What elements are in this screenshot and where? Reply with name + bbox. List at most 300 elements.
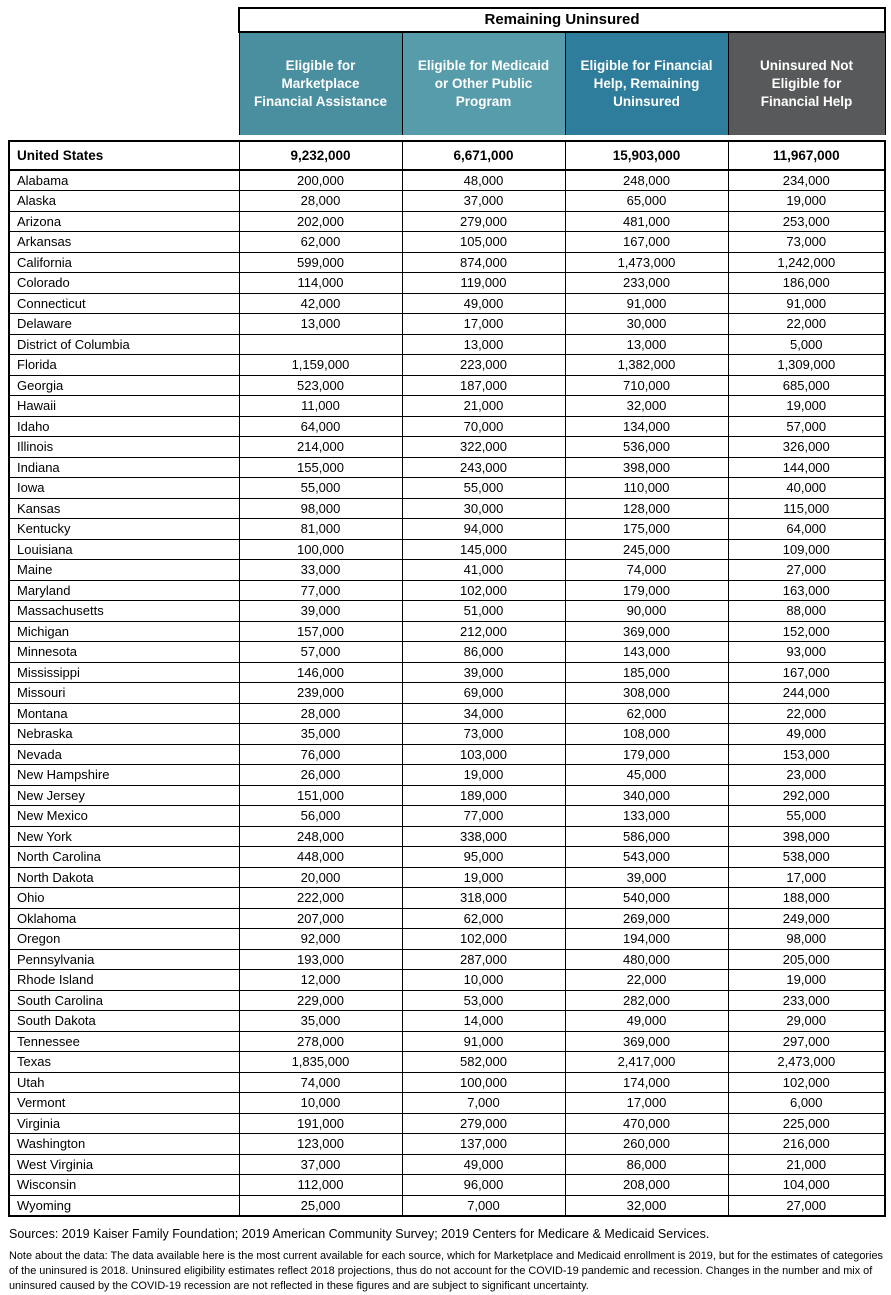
table-row-montana-label: Montana <box>9 703 239 724</box>
table-row-massachusetts <box>9 601 885 622</box>
table-row-maine-label: Maine <box>9 560 239 581</box>
table-row-oregon-value-1: 92,000 <box>239 929 402 950</box>
table-row-california-label: California <box>9 252 239 273</box>
table-row-arkansas-value-1: 62,000 <box>239 232 402 253</box>
table-row-michigan <box>9 621 885 642</box>
table-row-maryland-value-4: 163,000 <box>728 580 885 601</box>
table-row-michigan-value-4: 152,000 <box>728 621 885 642</box>
table-row-massachusetts-value-3: 90,000 <box>565 601 728 622</box>
table-row-new-hampshire-value-1: 26,000 <box>239 765 402 786</box>
table-row-tennessee-value-3: 369,000 <box>565 1031 728 1052</box>
table-row-new-mexico <box>9 806 885 827</box>
table-row-michigan-value-1: 157,000 <box>239 621 402 642</box>
table-row-north-carolina-value-1: 448,000 <box>239 847 402 868</box>
table-row-maryland-value-2: 102,000 <box>402 580 565 601</box>
table-row-california-value-3: 1,473,000 <box>565 252 728 273</box>
table-row-massachusetts-label: Massachusetts <box>9 601 239 622</box>
table-row-idaho-value-2: 70,000 <box>402 416 565 437</box>
table-row-oregon-value-2: 102,000 <box>402 929 565 950</box>
table-row-wyoming <box>9 1195 885 1216</box>
table-row-arizona-value-3: 481,000 <box>565 211 728 232</box>
table-row-missouri-value-4: 244,000 <box>728 683 885 704</box>
table-row-south-dakota <box>9 1011 885 1032</box>
table-row-new-hampshire-value-2: 19,000 <box>402 765 565 786</box>
table-row-vermont-value-3: 17,000 <box>565 1093 728 1114</box>
table-row-arizona <box>9 211 885 232</box>
table-row-utah-value-3: 174,000 <box>565 1072 728 1093</box>
table-row-georgia-label: Georgia <box>9 375 239 396</box>
table-row-missouri-label: Missouri <box>9 683 239 704</box>
table-row-wisconsin <box>9 1175 885 1196</box>
table-row-colorado-value-4: 186,000 <box>728 273 885 294</box>
table-row-texas-label: Texas <box>9 1052 239 1073</box>
table-row-oklahoma-value-4: 249,000 <box>728 908 885 929</box>
column-header-2: Eligible for Medicaid or Other Public Program <box>402 32 565 135</box>
table-row-minnesota <box>9 642 885 663</box>
table-row-missouri-value-2: 69,000 <box>402 683 565 704</box>
table-row-alaska <box>9 191 885 212</box>
table-row-kansas-label: Kansas <box>9 498 239 519</box>
totals-row-value-1: 9,232,000 <box>239 141 402 170</box>
sources-line: Sources: 2019 Kaiser Family Foundation; 2019 American Community Survey; 2019 Centers for Medicare & Medicaid Services. <box>9 1226 710 1241</box>
table-row-district-of-columbia-value-3: 13,000 <box>565 334 728 355</box>
table-row-wisconsin-value-4: 104,000 <box>728 1175 885 1196</box>
table-row-georgia-value-3: 710,000 <box>565 375 728 396</box>
span-header-row <box>9 8 885 32</box>
table-row-new-mexico-label: New Mexico <box>9 806 239 827</box>
table-row-minnesota-value-3: 143,000 <box>565 642 728 663</box>
table-row-west-virginia-value-4: 21,000 <box>728 1154 885 1175</box>
table-row-maine-value-4: 27,000 <box>728 560 885 581</box>
table-row-idaho-value-3: 134,000 <box>565 416 728 437</box>
table-row-pennsylvania-label: Pennsylvania <box>9 949 239 970</box>
table-row-washington-value-3: 260,000 <box>565 1134 728 1155</box>
table-row-michigan-label: Michigan <box>9 621 239 642</box>
table-row-new-hampshire-label: New Hampshire <box>9 765 239 786</box>
table-row-washington-value-2: 137,000 <box>402 1134 565 1155</box>
totals-row <box>9 141 885 170</box>
table-row-mississippi-value-4: 167,000 <box>728 662 885 683</box>
table-row-north-dakota-value-3: 39,000 <box>565 867 728 888</box>
table-row-connecticut-value-1: 42,000 <box>239 293 402 314</box>
table-row-hawaii-label: Hawaii <box>9 396 239 417</box>
table-row-new-hampshire-value-3: 45,000 <box>565 765 728 786</box>
table-row-california <box>9 252 885 273</box>
table-row-iowa-value-2: 55,000 <box>402 478 565 499</box>
table-row-minnesota-value-4: 93,000 <box>728 642 885 663</box>
table-row-michigan-value-2: 212,000 <box>402 621 565 642</box>
table-row-south-dakota-value-2: 14,000 <box>402 1011 565 1032</box>
table-row-texas-value-4: 2,473,000 <box>728 1052 885 1073</box>
table-row-louisiana-label: Louisiana <box>9 539 239 560</box>
table-row-west-virginia-label: West Virginia <box>9 1154 239 1175</box>
table-row-missouri-value-1: 239,000 <box>239 683 402 704</box>
table-row-wisconsin-value-1: 112,000 <box>239 1175 402 1196</box>
table-row-north-carolina-value-4: 538,000 <box>728 847 885 868</box>
table-row-illinois-value-1: 214,000 <box>239 437 402 458</box>
table-row-connecticut-value-4: 91,000 <box>728 293 885 314</box>
table-row-district-of-columbia <box>9 334 885 355</box>
table-row-alaska-value-3: 65,000 <box>565 191 728 212</box>
table-row-louisiana-value-3: 245,000 <box>565 539 728 560</box>
table-row-alabama-value-1: 200,000 <box>239 170 402 191</box>
table-row-new-hampshire <box>9 765 885 786</box>
table-row-arkansas-label: Arkansas <box>9 232 239 253</box>
table-row-alabama-label: Alabama <box>9 170 239 191</box>
table-row-nevada-value-2: 103,000 <box>402 744 565 765</box>
table-row-pennsylvania-value-3: 480,000 <box>565 949 728 970</box>
table-title: Remaining Uninsured <box>239 8 885 32</box>
table-row-pennsylvania <box>9 949 885 970</box>
table-row-illinois-label: Illinois <box>9 437 239 458</box>
table-row-hawaii <box>9 396 885 417</box>
table-row-delaware-value-4: 22,000 <box>728 314 885 335</box>
table-row-illinois-value-4: 326,000 <box>728 437 885 458</box>
table-row-alabama <box>9 170 885 191</box>
table-row-louisiana-value-1: 100,000 <box>239 539 402 560</box>
table-row-kentucky-value-2: 94,000 <box>402 519 565 540</box>
table-row-oklahoma-value-2: 62,000 <box>402 908 565 929</box>
table-row-idaho-value-1: 64,000 <box>239 416 402 437</box>
table-row-utah <box>9 1072 885 1093</box>
table-row-minnesota-value-1: 57,000 <box>239 642 402 663</box>
table-row-vermont-value-1: 10,000 <box>239 1093 402 1114</box>
table-row-montana <box>9 703 885 724</box>
table-row-indiana-value-4: 144,000 <box>728 457 885 478</box>
table-row-ohio-label: Ohio <box>9 888 239 909</box>
data-note: Note about the data: The data available here is the most current available for each source, which for Marketplace and Medicaid enrollment is 2019, but for the estimates of categories of the uninsured is 2018. Uninsured eligibility estimates reflect 2018 projections, thus do not account for the COVID-19 pandemic and recession. Changes in the number and mix of uninsured caused by the COVID-19 recession are not reflected in these figures and are subject to significant uncertainty. <box>9 1249 883 1293</box>
table-row-wyoming-value-2: 7,000 <box>402 1195 565 1216</box>
table-row-alabama-value-4: 234,000 <box>728 170 885 191</box>
table-row-colorado <box>9 273 885 294</box>
table-row-pennsylvania-value-2: 287,000 <box>402 949 565 970</box>
table-row-ohio-value-4: 188,000 <box>728 888 885 909</box>
table-row-georgia-value-4: 685,000 <box>728 375 885 396</box>
table-row-massachusetts-value-1: 39,000 <box>239 601 402 622</box>
table-row-montana-value-1: 28,000 <box>239 703 402 724</box>
totals-row-value-3: 15,903,000 <box>565 141 728 170</box>
table-row-alaska-value-1: 28,000 <box>239 191 402 212</box>
table-row-south-dakota-value-3: 49,000 <box>565 1011 728 1032</box>
table-row-ohio-value-2: 318,000 <box>402 888 565 909</box>
table-row-rhode-island <box>9 970 885 991</box>
table-row-washington-value-1: 123,000 <box>239 1134 402 1155</box>
table-row-north-carolina-value-3: 543,000 <box>565 847 728 868</box>
table-row-delaware <box>9 314 885 335</box>
table-row-kentucky <box>9 519 885 540</box>
table-row-kansas-value-1: 98,000 <box>239 498 402 519</box>
table-row-texas-value-3: 2,417,000 <box>565 1052 728 1073</box>
table-row-wisconsin-value-2: 96,000 <box>402 1175 565 1196</box>
table-row-new-mexico-value-2: 77,000 <box>402 806 565 827</box>
table-row-new-jersey-value-1: 151,000 <box>239 785 402 806</box>
table-row-florida-value-4: 1,309,000 <box>728 355 885 376</box>
table-row-west-virginia-value-2: 49,000 <box>402 1154 565 1175</box>
table-row-wyoming-label: Wyoming <box>9 1195 239 1216</box>
table-row-colorado-value-1: 114,000 <box>239 273 402 294</box>
table-row-south-dakota-value-4: 29,000 <box>728 1011 885 1032</box>
table-row-illinois <box>9 437 885 458</box>
table-row-nevada-value-1: 76,000 <box>239 744 402 765</box>
table-row-new-mexico-value-1: 56,000 <box>239 806 402 827</box>
table-row-district-of-columbia-value-1 <box>239 334 402 355</box>
table-row-hawaii-value-4: 19,000 <box>728 396 885 417</box>
table-row-wyoming-value-3: 32,000 <box>565 1195 728 1216</box>
table-row-louisiana <box>9 539 885 560</box>
table-row-florida <box>9 355 885 376</box>
table-row-oregon <box>9 929 885 950</box>
table-row-oregon-value-3: 194,000 <box>565 929 728 950</box>
table-row-north-dakota-value-1: 20,000 <box>239 867 402 888</box>
table-row-oklahoma-value-1: 207,000 <box>239 908 402 929</box>
table-row-iowa-value-4: 40,000 <box>728 478 885 499</box>
table-row-tennessee-value-1: 278,000 <box>239 1031 402 1052</box>
table-row-mississippi-value-1: 146,000 <box>239 662 402 683</box>
table-row-new-mexico-value-4: 55,000 <box>728 806 885 827</box>
column-header-1: Eligible for Marketplace Financial Assistance <box>239 32 402 135</box>
table-row-south-dakota-value-1: 35,000 <box>239 1011 402 1032</box>
table-row-maine <box>9 560 885 581</box>
table-row-west-virginia-value-1: 37,000 <box>239 1154 402 1175</box>
table-row-washington-value-4: 216,000 <box>728 1134 885 1155</box>
table-row-florida-value-1: 1,159,000 <box>239 355 402 376</box>
table-row-texas <box>9 1052 885 1073</box>
table-row-indiana-label: Indiana <box>9 457 239 478</box>
table-row-massachusetts-value-4: 88,000 <box>728 601 885 622</box>
table-row-south-carolina-label: South Carolina <box>9 990 239 1011</box>
table-row-oklahoma-label: Oklahoma <box>9 908 239 929</box>
table-row-new-york-value-4: 398,000 <box>728 826 885 847</box>
table-row-ohio-value-3: 540,000 <box>565 888 728 909</box>
table-row-montana-value-4: 22,000 <box>728 703 885 724</box>
table-row-indiana-value-3: 398,000 <box>565 457 728 478</box>
table-row-indiana-value-1: 155,000 <box>239 457 402 478</box>
table-row-alabama-value-2: 48,000 <box>402 170 565 191</box>
table-row-pennsylvania-value-1: 193,000 <box>239 949 402 970</box>
table-row-oregon-label: Oregon <box>9 929 239 950</box>
table-row-south-carolina <box>9 990 885 1011</box>
table-row-kansas-value-3: 128,000 <box>565 498 728 519</box>
table-row-iowa-label: Iowa <box>9 478 239 499</box>
table-row-south-dakota-label: South Dakota <box>9 1011 239 1032</box>
table-row-iowa-value-3: 110,000 <box>565 478 728 499</box>
column-header-3: Eligible for Financial Help, Remaining Uninsured <box>565 32 728 135</box>
table-row-nevada-value-4: 153,000 <box>728 744 885 765</box>
table-row-delaware-value-3: 30,000 <box>565 314 728 335</box>
table-row-maine-value-3: 74,000 <box>565 560 728 581</box>
table-row-maryland-value-1: 77,000 <box>239 580 402 601</box>
table-row-utah-label: Utah <box>9 1072 239 1093</box>
blank-header-cell <box>9 32 239 135</box>
table-row-idaho <box>9 416 885 437</box>
table-row-nebraska-value-1: 35,000 <box>239 724 402 745</box>
table-row-kentucky-value-4: 64,000 <box>728 519 885 540</box>
table-row-mississippi-value-3: 185,000 <box>565 662 728 683</box>
table-row-north-dakota-value-2: 19,000 <box>402 867 565 888</box>
table-row-mississippi-value-2: 39,000 <box>402 662 565 683</box>
table-row-vermont-value-4: 6,000 <box>728 1093 885 1114</box>
table-row-louisiana-value-4: 109,000 <box>728 539 885 560</box>
table-row-missouri <box>9 683 885 704</box>
table-row-florida-value-2: 223,000 <box>402 355 565 376</box>
table-row-north-dakota-value-4: 17,000 <box>728 867 885 888</box>
table-row-new-jersey-value-3: 340,000 <box>565 785 728 806</box>
table-row-indiana <box>9 457 885 478</box>
table-row-ohio-value-1: 222,000 <box>239 888 402 909</box>
table-row-arizona-value-2: 279,000 <box>402 211 565 232</box>
table-row-utah-value-1: 74,000 <box>239 1072 402 1093</box>
table-row-new-jersey <box>9 785 885 806</box>
table-row-hawaii-value-2: 21,000 <box>402 396 565 417</box>
table-row-south-carolina-value-1: 229,000 <box>239 990 402 1011</box>
table-row-north-carolina-value-2: 95,000 <box>402 847 565 868</box>
table-row-tennessee-value-2: 91,000 <box>402 1031 565 1052</box>
table-row-florida-label: Florida <box>9 355 239 376</box>
table-row-alaska-label: Alaska <box>9 191 239 212</box>
table-row-hawaii-value-3: 32,000 <box>565 396 728 417</box>
table-row-georgia-value-1: 523,000 <box>239 375 402 396</box>
table-row-arizona-label: Arizona <box>9 211 239 232</box>
table-row-virginia <box>9 1113 885 1134</box>
totals-row-value-2: 6,671,000 <box>402 141 565 170</box>
table-row-alaska-value-2: 37,000 <box>402 191 565 212</box>
table-row-virginia-value-2: 279,000 <box>402 1113 565 1134</box>
table-row-utah-value-4: 102,000 <box>728 1072 885 1093</box>
table-row-tennessee <box>9 1031 885 1052</box>
table-row-rhode-island-label: Rhode Island <box>9 970 239 991</box>
table-row-arkansas-value-4: 73,000 <box>728 232 885 253</box>
table-row-montana-value-2: 34,000 <box>402 703 565 724</box>
table-row-nebraska-value-2: 73,000 <box>402 724 565 745</box>
table-row-louisiana-value-2: 145,000 <box>402 539 565 560</box>
table-row-ohio <box>9 888 885 909</box>
table-row-north-carolina <box>9 847 885 868</box>
table-row-pennsylvania-value-4: 205,000 <box>728 949 885 970</box>
table-row-connecticut-value-2: 49,000 <box>402 293 565 314</box>
table-row-oklahoma-value-3: 269,000 <box>565 908 728 929</box>
totals-row-value-4: 11,967,000 <box>728 141 885 170</box>
table-row-idaho-value-4: 57,000 <box>728 416 885 437</box>
table-row-hawaii-value-1: 11,000 <box>239 396 402 417</box>
table-row-virginia-value-3: 470,000 <box>565 1113 728 1134</box>
table-row-mississippi-label: Mississippi <box>9 662 239 683</box>
table-body <box>9 141 885 1216</box>
table-row-south-carolina-value-4: 233,000 <box>728 990 885 1011</box>
table-row-maine-value-2: 41,000 <box>402 560 565 581</box>
table-row-tennessee-label: Tennessee <box>9 1031 239 1052</box>
table-row-virginia-label: Virginia <box>9 1113 239 1134</box>
table-row-delaware-value-1: 13,000 <box>239 314 402 335</box>
table-row-florida-value-3: 1,382,000 <box>565 355 728 376</box>
column-header-4: Uninsured Not Eligible for Financial Help <box>728 32 885 135</box>
table-row-south-carolina-value-3: 282,000 <box>565 990 728 1011</box>
table-row-connecticut <box>9 293 885 314</box>
table-row-north-carolina-label: North Carolina <box>9 847 239 868</box>
totals-row-label: United States <box>9 141 239 170</box>
table-row-new-jersey-value-4: 292,000 <box>728 785 885 806</box>
table-row-wisconsin-label: Wisconsin <box>9 1175 239 1196</box>
table-row-vermont-value-2: 7,000 <box>402 1093 565 1114</box>
table-row-mississippi <box>9 662 885 683</box>
table-row-new-york-label: New York <box>9 826 239 847</box>
table-row-north-dakota <box>9 867 885 888</box>
table-row-arizona-value-4: 253,000 <box>728 211 885 232</box>
table-row-arkansas-value-2: 105,000 <box>402 232 565 253</box>
table-row-nebraska-value-3: 108,000 <box>565 724 728 745</box>
table-row-iowa <box>9 478 885 499</box>
table-row-nebraska <box>9 724 885 745</box>
table-row-california-value-1: 599,000 <box>239 252 402 273</box>
table-row-iowa-value-1: 55,000 <box>239 478 402 499</box>
table-row-georgia <box>9 375 885 396</box>
table-row-new-hampshire-value-4: 23,000 <box>728 765 885 786</box>
table-row-maryland-label: Maryland <box>9 580 239 601</box>
table-row-washington-label: Washington <box>9 1134 239 1155</box>
table-row-arizona-value-1: 202,000 <box>239 211 402 232</box>
table-row-district-of-columbia-value-4: 5,000 <box>728 334 885 355</box>
table-row-michigan-value-3: 369,000 <box>565 621 728 642</box>
table-row-maryland-value-3: 179,000 <box>565 580 728 601</box>
table-row-new-york-value-2: 338,000 <box>402 826 565 847</box>
table-row-tennessee-value-4: 297,000 <box>728 1031 885 1052</box>
table-header <box>9 8 885 141</box>
table-row-montana-value-3: 62,000 <box>565 703 728 724</box>
table-row-idaho-label: Idaho <box>9 416 239 437</box>
table-row-new-jersey-label: New Jersey <box>9 785 239 806</box>
table-row-maryland <box>9 580 885 601</box>
blank-corner-cell <box>9 8 239 32</box>
table-row-north-dakota-label: North Dakota <box>9 867 239 888</box>
table-row-south-carolina-value-2: 53,000 <box>402 990 565 1011</box>
table-row-missouri-value-3: 308,000 <box>565 683 728 704</box>
table-row-rhode-island-value-1: 12,000 <box>239 970 402 991</box>
table-row-minnesota-label: Minnesota <box>9 642 239 663</box>
table-row-district-of-columbia-value-2: 13,000 <box>402 334 565 355</box>
table-row-illinois-value-3: 536,000 <box>565 437 728 458</box>
table-row-colorado-value-2: 119,000 <box>402 273 565 294</box>
table-row-kentucky-label: Kentucky <box>9 519 239 540</box>
table-row-california-value-4: 1,242,000 <box>728 252 885 273</box>
table-row-new-mexico-value-3: 133,000 <box>565 806 728 827</box>
table-row-kansas-value-4: 115,000 <box>728 498 885 519</box>
table-row-nebraska-value-4: 49,000 <box>728 724 885 745</box>
table-row-rhode-island-value-4: 19,000 <box>728 970 885 991</box>
table-row-rhode-island-value-3: 22,000 <box>565 970 728 991</box>
table-row-west-virginia <box>9 1154 885 1175</box>
table-row-wyoming-value-4: 27,000 <box>728 1195 885 1216</box>
table-row-delaware-value-2: 17,000 <box>402 314 565 335</box>
table-row-california-value-2: 874,000 <box>402 252 565 273</box>
table-row-oregon-value-4: 98,000 <box>728 929 885 950</box>
table-row-nevada-value-3: 179,000 <box>565 744 728 765</box>
table-row-texas-value-2: 582,000 <box>402 1052 565 1073</box>
table-row-utah-value-2: 100,000 <box>402 1072 565 1093</box>
table-row-minnesota-value-2: 86,000 <box>402 642 565 663</box>
table-row-arkansas <box>9 232 885 253</box>
table-row-alabama-value-3: 248,000 <box>565 170 728 191</box>
table-row-wyoming-value-1: 25,000 <box>239 1195 402 1216</box>
table-row-illinois-value-2: 322,000 <box>402 437 565 458</box>
table-row-arkansas-value-3: 167,000 <box>565 232 728 253</box>
table-row-alaska-value-4: 19,000 <box>728 191 885 212</box>
table-row-georgia-value-2: 187,000 <box>402 375 565 396</box>
table-row-colorado-value-3: 233,000 <box>565 273 728 294</box>
table-row-virginia-value-1: 191,000 <box>239 1113 402 1134</box>
table-row-new-york-value-3: 586,000 <box>565 826 728 847</box>
table-row-connecticut-label: Connecticut <box>9 293 239 314</box>
table-row-new-york-value-1: 248,000 <box>239 826 402 847</box>
table-row-new-york <box>9 826 885 847</box>
